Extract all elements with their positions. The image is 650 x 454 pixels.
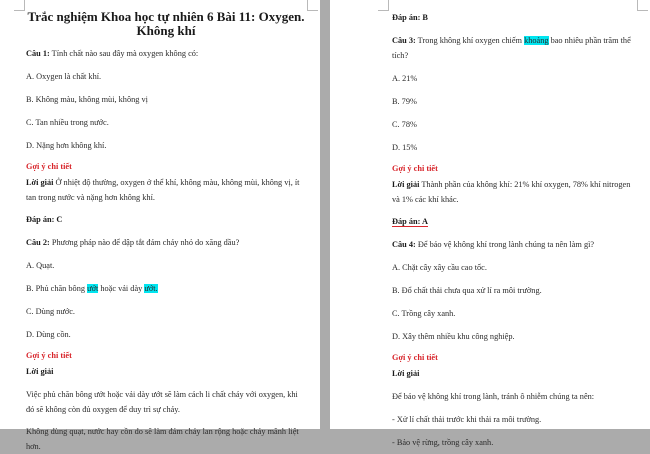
bullet-item: - Bảo vệ rừng, trồng cây xanh. xyxy=(392,438,494,447)
solution-paragraph: Để bảo vệ không khí trong lành, tránh ô nhiễm chúng ta nên: xyxy=(392,392,595,401)
option-c: C. 78% xyxy=(392,120,417,129)
option-b: B. Không màu, không mùi, không vị xyxy=(26,95,148,104)
answer-text: Đáp án: A xyxy=(392,217,428,226)
question-text: bao nhiêu phần trăm thể tích? xyxy=(392,36,631,60)
option-b: B. 79% xyxy=(392,97,417,106)
question-4 xyxy=(392,237,636,252)
option-c: C. Tan nhiều trong nước. xyxy=(26,118,109,127)
option-text: B. Phủ chăn bông xyxy=(26,284,88,293)
question-3 xyxy=(392,33,636,63)
solution-label: Lời giải xyxy=(392,369,420,378)
question-text: Để bảo vệ không khí trong lành chúng ta nên làm gì? xyxy=(415,240,595,249)
answer xyxy=(392,214,636,229)
option-d: D. Dùng cồn. xyxy=(26,330,71,339)
question-text: Phương pháp nào để dập tắt đám cháy nhỏ do xăng dầu? xyxy=(49,238,240,247)
hint-heading: Gợi ý chi tiết xyxy=(26,162,72,171)
option-a: A. 21% xyxy=(392,74,418,83)
page-margin-marker xyxy=(637,0,648,11)
highlighted-text: khoảng xyxy=(524,36,549,45)
hint-heading: Gợi ý chi tiết xyxy=(26,351,72,360)
hint-heading: Gợi ý chi tiết xyxy=(392,164,438,173)
solution-text: Thành phần của không khí: 21% khí oxygen, 78% khí nitrogen và 1% các khí khác. xyxy=(392,180,631,204)
document-title: Trắc nghiệm Khoa học tự nhiên 6 Bài 11: Oxygen. Không khí xyxy=(27,9,305,38)
highlighted-text: ướt xyxy=(87,284,99,293)
question-text: Tính chất nào sau đây mà oxygen không có: xyxy=(49,49,199,58)
highlighted-text: ướt. xyxy=(144,284,158,293)
option-a: A. Chặt cây xây cầu cao tốc. xyxy=(392,263,487,272)
option-text: hoặc vải dày xyxy=(98,284,145,293)
solution-paragraph: Không dùng quạt, nước hay cồn do sẽ làm đám cháy lan rộng hoặc cháy mãnh liệt hơn. xyxy=(26,427,299,451)
option-a: A. Quạt. xyxy=(26,261,55,270)
solution xyxy=(392,177,636,207)
page-margin-marker xyxy=(14,0,25,11)
question-1 xyxy=(26,46,306,61)
solution-text: Ở nhiệt độ thường, oxygen ở thể khí, không màu, không mùi, không vị, ít tan trong nước và nặng hơn không khí. xyxy=(26,178,300,202)
solution-paragraph: Việc phủ chăn bông ướt hoặc vải dày ướt sẽ làm cách li chất cháy với oxygen, khi đó sẽ không còn đủ oxygen để duy trì sự cháy. xyxy=(26,390,298,414)
solution-label: Lời giải xyxy=(392,180,420,189)
option-c: C. Dùng nước. xyxy=(26,307,75,316)
option-d: D. Nặng hơn không khí. xyxy=(26,141,107,150)
solution xyxy=(26,175,306,205)
option-a: A. Oxygen là chất khí. xyxy=(26,72,102,81)
option-c: C. Trồng cây xanh. xyxy=(392,309,456,318)
question-2 xyxy=(26,235,306,250)
document-page-right xyxy=(330,0,650,447)
option-d: D. 15% xyxy=(392,143,418,152)
question-text: Trong không khí oxygen chiếm xyxy=(415,36,525,45)
answer: Đáp án: C xyxy=(26,215,63,224)
page-margin-marker xyxy=(307,0,318,11)
question-label: Câu 1: xyxy=(26,49,50,58)
option-b xyxy=(26,281,306,296)
answer: Đáp án: B xyxy=(392,13,428,22)
solution-label: Lời giải xyxy=(26,178,54,187)
question-label: Câu 3: xyxy=(392,36,416,45)
hint-heading: Gợi ý chi tiết xyxy=(392,353,438,362)
solution-label: Lời giải xyxy=(26,367,54,376)
page-margin-marker xyxy=(378,0,389,11)
option-b: B. Đổ chất thải chưa qua xử lí ra môi trường. xyxy=(392,286,542,295)
question-label: Câu 2: xyxy=(26,238,50,247)
document-page-left xyxy=(0,0,320,451)
bullet-item: - Xử lí chất thải trước khi thải ra môi trường. xyxy=(392,415,542,424)
question-label: Câu 4: xyxy=(392,240,416,249)
option-d: D. Xây thêm nhiều khu công nghiệp. xyxy=(392,332,515,341)
